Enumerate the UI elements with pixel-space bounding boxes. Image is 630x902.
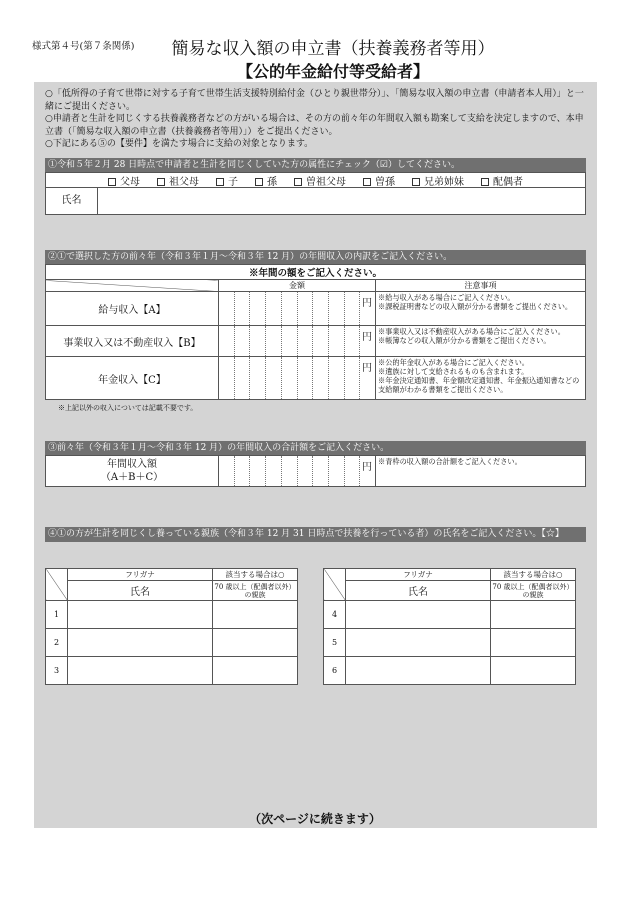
page-subtitle: 【公的年金給付等受給者】 — [236, 62, 429, 81]
name-field[interactable] — [99, 188, 585, 214]
age-header: 70 歳以上（配偶者以外）の親族 — [214, 582, 296, 599]
income-table-heading: ※年間の額をご記入ください。 — [46, 265, 586, 280]
relationship-checkboxes — [45, 172, 586, 188]
row-number: 5 — [324, 629, 346, 657]
dependent-age-field[interactable] — [491, 657, 576, 685]
checkbox-spouse[interactable]: 配偶者 — [481, 173, 523, 188]
note-3: ○下記にある⑤の【要件】を満たす場合に支給の対象となります。 — [45, 139, 314, 149]
dependent-age-field[interactable] — [491, 629, 576, 657]
pension-income-amount[interactable]: 円 — [219, 357, 376, 400]
checkbox-grandparents[interactable]: 祖父母 — [157, 173, 199, 188]
salary-income-amount[interactable]: 円 — [219, 292, 376, 326]
instructions — [45, 88, 586, 151]
dependent-name-field[interactable] — [346, 657, 491, 685]
total-income-note: ※青枠の収入額の合計額をご記入ください。 — [376, 456, 586, 487]
checkbox-grandchild[interactable]: 孫 — [255, 173, 277, 188]
name-label: 氏名 — [46, 188, 98, 214]
dependent-name-field[interactable] — [346, 601, 491, 629]
row-number: 2 — [46, 629, 68, 657]
continued-next-page: （次ページに続きます） — [249, 812, 381, 826]
salary-income-notes: ※給与収入がある場合にご記入ください。 ※課税証明書などの収入額が分かる書類をご提出ください。 — [376, 292, 586, 326]
row-number: 6 — [324, 657, 346, 685]
page-title: 簡易な収入額の申立書（扶養義務者等用） — [171, 39, 495, 59]
dependents-table-right — [323, 568, 576, 685]
row-number: 1 — [46, 601, 68, 629]
checkbox-siblings[interactable]: 兄弟姉妹 — [412, 173, 464, 188]
total-income-amount[interactable]: 円 — [219, 456, 376, 487]
applicable-header: 該当する場合は○ — [213, 569, 298, 581]
notes-column-header: 注意事項 — [376, 280, 586, 292]
checkbox-father-mother[interactable]: 父母 — [108, 173, 140, 188]
pension-income-notes: ※公的年金収入がある場合にご記入ください。 ※遺族に対して支給されるものも含まれます。 ※年金決定通知書、年金額改定通知書、年金振込通知書などの支給額がわかる書類をご提出ください。 — [376, 357, 586, 400]
dependent-age-field[interactable] — [213, 601, 298, 629]
applicable-header: 該当する場合は○ — [491, 569, 576, 581]
pension-income-label: 年金収入【C】 — [46, 357, 219, 400]
total-income-label: 年間収入額 （A＋B＋C） — [46, 456, 219, 487]
name-header: 氏名 — [68, 581, 213, 601]
dependent-age-field[interactable] — [213, 629, 298, 657]
age-header: 70 歳以上（配偶者以外）の親族 — [492, 582, 574, 599]
dependent-age-field[interactable] — [491, 601, 576, 629]
income-breakdown-table — [45, 264, 586, 400]
section1-header: ①令和５年２月 28 日時点で申請者と生計を同じくしていた方の属性にチェック（☑）してください。 — [45, 158, 586, 172]
checkbox-great-grandchild[interactable]: 曽孫 — [363, 173, 395, 188]
dependents-table-left — [45, 568, 298, 685]
row-number: 3 — [46, 657, 68, 685]
note-1: ○「低所得の子育て世帯に対する子育て世帯生活支援特別給付金（ひとり親世帯分）」、「簡易な収入額の申立書（申請者本人用）」と一緒にご提出ください。 — [45, 89, 584, 112]
total-income-table — [45, 455, 586, 487]
row-number: 4 — [324, 601, 346, 629]
income-footnote: ※上記以外の収入については記載不要です。 — [58, 404, 198, 412]
section4-header: ④①の方が生計を同じくし養っている親族（令和３年 12 月 31 日時点で扶養を行っている者）の氏名をご記入ください。【☆】 — [45, 527, 586, 542]
furigana-header: フリガナ — [68, 569, 213, 581]
name-row — [45, 188, 586, 215]
section3-header: ③前々年（令和３年１月～令和３年 12 月）の年間収入の合計額をご記入ください。 — [45, 441, 586, 455]
checkbox-great-grandparents[interactable]: 曽祖父母 — [294, 173, 346, 188]
dependent-name-field[interactable] — [68, 629, 213, 657]
dependent-age-field[interactable] — [213, 657, 298, 685]
amount-column-header: 金額 — [219, 280, 376, 292]
section2-header: ②①で選択した方の前々年（令和３年１月～令和３年 12 月）の年間収入の内訳をご記入ください。 — [45, 250, 586, 264]
checkbox-child[interactable]: 子 — [216, 173, 238, 188]
note-2: ○申請者と生計を同じくする扶養義務者などの方がいる場合は、その方の前々年の年間収入額も勘案して支給を決定しますので、本申立書（「簡易な収入額の申立書（扶養義務者等用）」）をご提出ください。 — [45, 114, 584, 137]
business-income-label: 事業収入又は不動産収入【B】 — [46, 326, 219, 357]
business-income-notes: ※事業収入又は不動産収入がある場合にご記入ください。 ※帳簿などの収入額が分かる書類をご提出ください。 — [376, 326, 586, 357]
salary-income-label: 給与収入【A】 — [46, 292, 219, 326]
dependent-name-field[interactable] — [68, 601, 213, 629]
form-number: 様式第４号(第７条関係) — [32, 41, 135, 52]
business-income-amount[interactable]: 円 — [219, 326, 376, 357]
dependent-name-field[interactable] — [346, 629, 491, 657]
furigana-header: フリガナ — [346, 569, 491, 581]
dependent-name-field[interactable] — [68, 657, 213, 685]
name-header: 氏名 — [346, 581, 491, 601]
